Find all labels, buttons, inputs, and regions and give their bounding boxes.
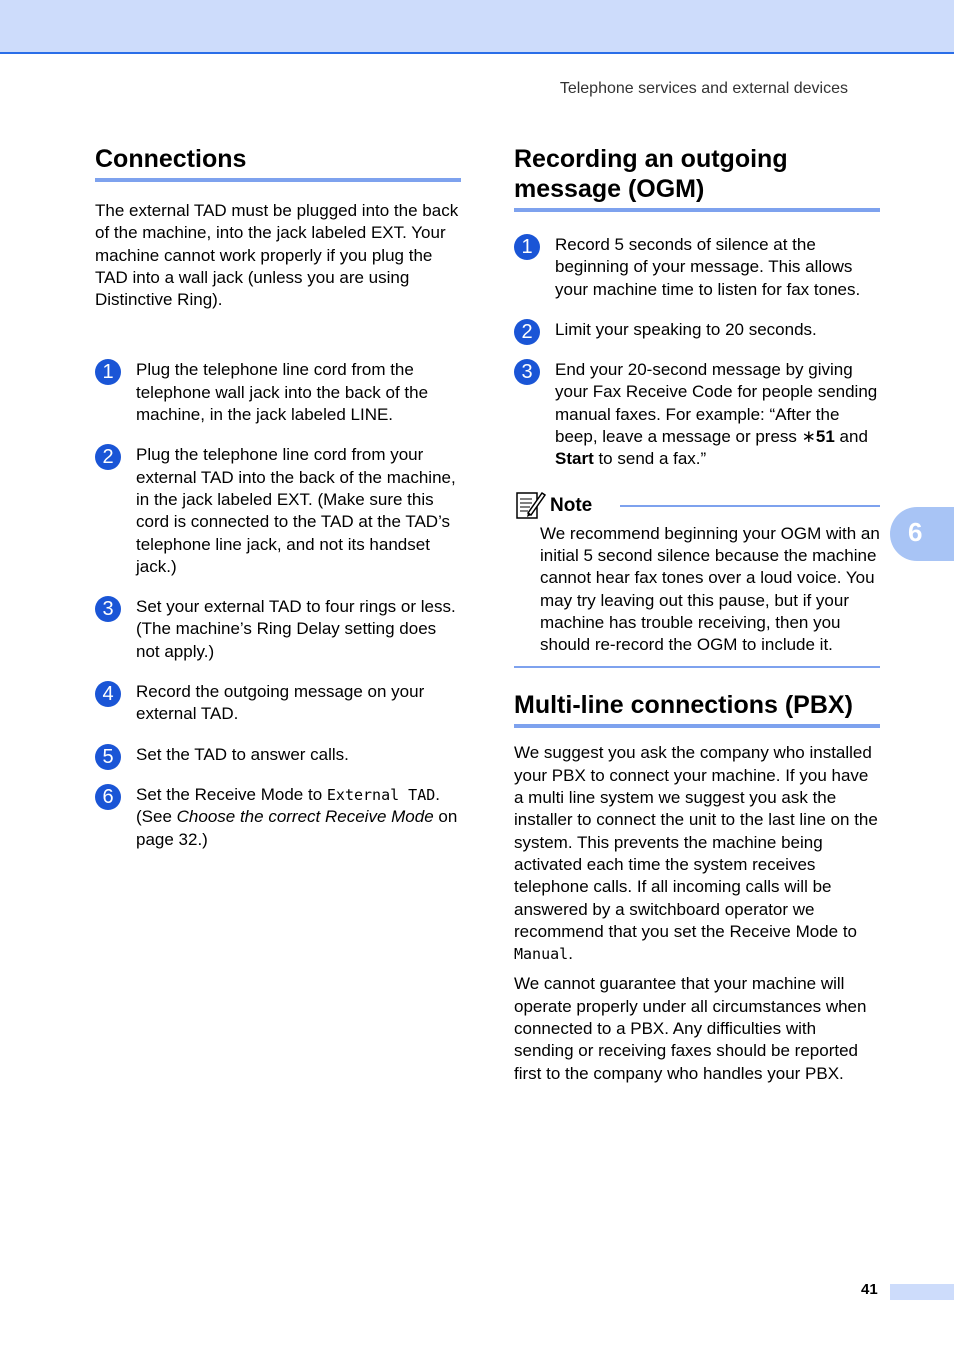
top-color-band (0, 0, 954, 54)
note-text: We recommend beginning your OGM with an initial 5 second silence because the machine cannot hear fax tones over a loud voice. You may try leaving out this pause, but if your machine has trouble receiving, then you should re-record the OGM to include it. (540, 523, 880, 655)
note-pencil-icon (514, 489, 546, 521)
step-number-badge: 5 (95, 744, 121, 770)
connections-step (95, 681, 461, 726)
ogm-section (514, 144, 880, 1085)
step-text: . (See (136, 784, 440, 827)
step-text: and (834, 427, 868, 447)
step-text: Plug the telephone line cord from the telephone wall jack into the back of the machine, in the jack labeled LINE. (136, 360, 429, 425)
step-number-badge: 1 (514, 234, 540, 260)
pbx-text: . (568, 944, 573, 964)
step-number-badge: 2 (95, 444, 121, 470)
step-text: Plug the telephone line cord from your external TAD into the back of the machine, in the jack labeled EXT. (Make sure this cord is connected to the TAD at the TAD’s telephone line jack, and not its handset jack.) (136, 445, 456, 576)
step-number-badge: 4 (95, 681, 121, 707)
step-text: Set the TAD to answer calls. (136, 744, 349, 764)
connections-step (95, 444, 461, 578)
step-text: Limit your speaking to 20 seconds. (555, 319, 817, 339)
page-number: 41 (861, 1281, 878, 1298)
receive-mode-code: External TAD (326, 785, 436, 804)
step-text: on page 32.) (136, 807, 458, 849)
ogm-step (514, 319, 880, 341)
connections-step (95, 596, 461, 663)
cross-reference: Choose the correct Receive Mode (176, 807, 434, 827)
note-box (514, 489, 880, 669)
step-number-badge: 1 (95, 359, 121, 385)
step-text: Set your external TAD to four rings or less. (The machine’s Ring Delay setting does not apply.) (136, 597, 456, 661)
connections-intro: The external TAD must be plugged into the back of the machine, into the jack labeled EXT. Your machine cannot work properly if you plug the TAD into a wall jack (unless you are using Distinctive Ring). (95, 201, 459, 310)
ogm-step (514, 359, 880, 470)
star-symbol: ∗ (801, 427, 816, 447)
ogm-step (514, 234, 880, 301)
chapter-number: 6 (908, 517, 923, 547)
step-number-badge: 6 (95, 784, 121, 810)
pbx-paragraph: We cannot guarantee that your machine will operate properly under all circumstances when connected to a PBX. Any difficulties with sending or receiving faxes should be reported first to the company who handles your PBX. (514, 974, 867, 1083)
connections-section (95, 144, 461, 851)
page-number-bar (890, 1284, 954, 1300)
fax-code: 51 (815, 427, 835, 447)
note-title: Note (550, 494, 593, 516)
connections-step (95, 744, 461, 766)
note-divider (620, 505, 880, 507)
step-text: Set the Receive Mode to (136, 784, 327, 804)
connections-step (95, 784, 461, 851)
ogm-title: Recording an outgoing message (OGM) (514, 144, 880, 212)
connections-step (95, 359, 461, 426)
step-number-badge: 3 (95, 596, 121, 622)
pbx-paragraph (514, 742, 880, 965)
step-text: Record the outgoing message on your external TAD. (136, 682, 425, 724)
step-number-badge: 2 (514, 319, 540, 345)
chapter-tab (890, 507, 954, 561)
pbx-text: We suggest you ask the company who installed your PBX to connect your machine. If you have a multi line system we suggest you ask the installer to connect the unit to the last line on the system. This prevents the machine being activated each time the system receives telephone calls. If all incoming calls will be answered by a switchboard operator we recommend that you set the Receive Mode to (514, 743, 878, 941)
step-number-badge: 3 (514, 359, 540, 385)
pbx-title: Multi-line connections (PBX) (514, 690, 880, 728)
manual-mode-code: Manual (514, 945, 569, 964)
connections-title: Connections (95, 144, 461, 182)
running-header: Telephone services and external devices (559, 80, 848, 97)
step-text: to send a fax.” (593, 449, 707, 469)
start-key: Start (555, 449, 594, 469)
step-text: Record 5 seconds of silence at the beginning of your message. This allows your machine time to listen for fax tones. (555, 235, 861, 299)
step-text: End your 20-second message by giving your Fax Receive Code for people sending manual faxes. For example: “After the beep, leave a message or press (555, 360, 878, 447)
